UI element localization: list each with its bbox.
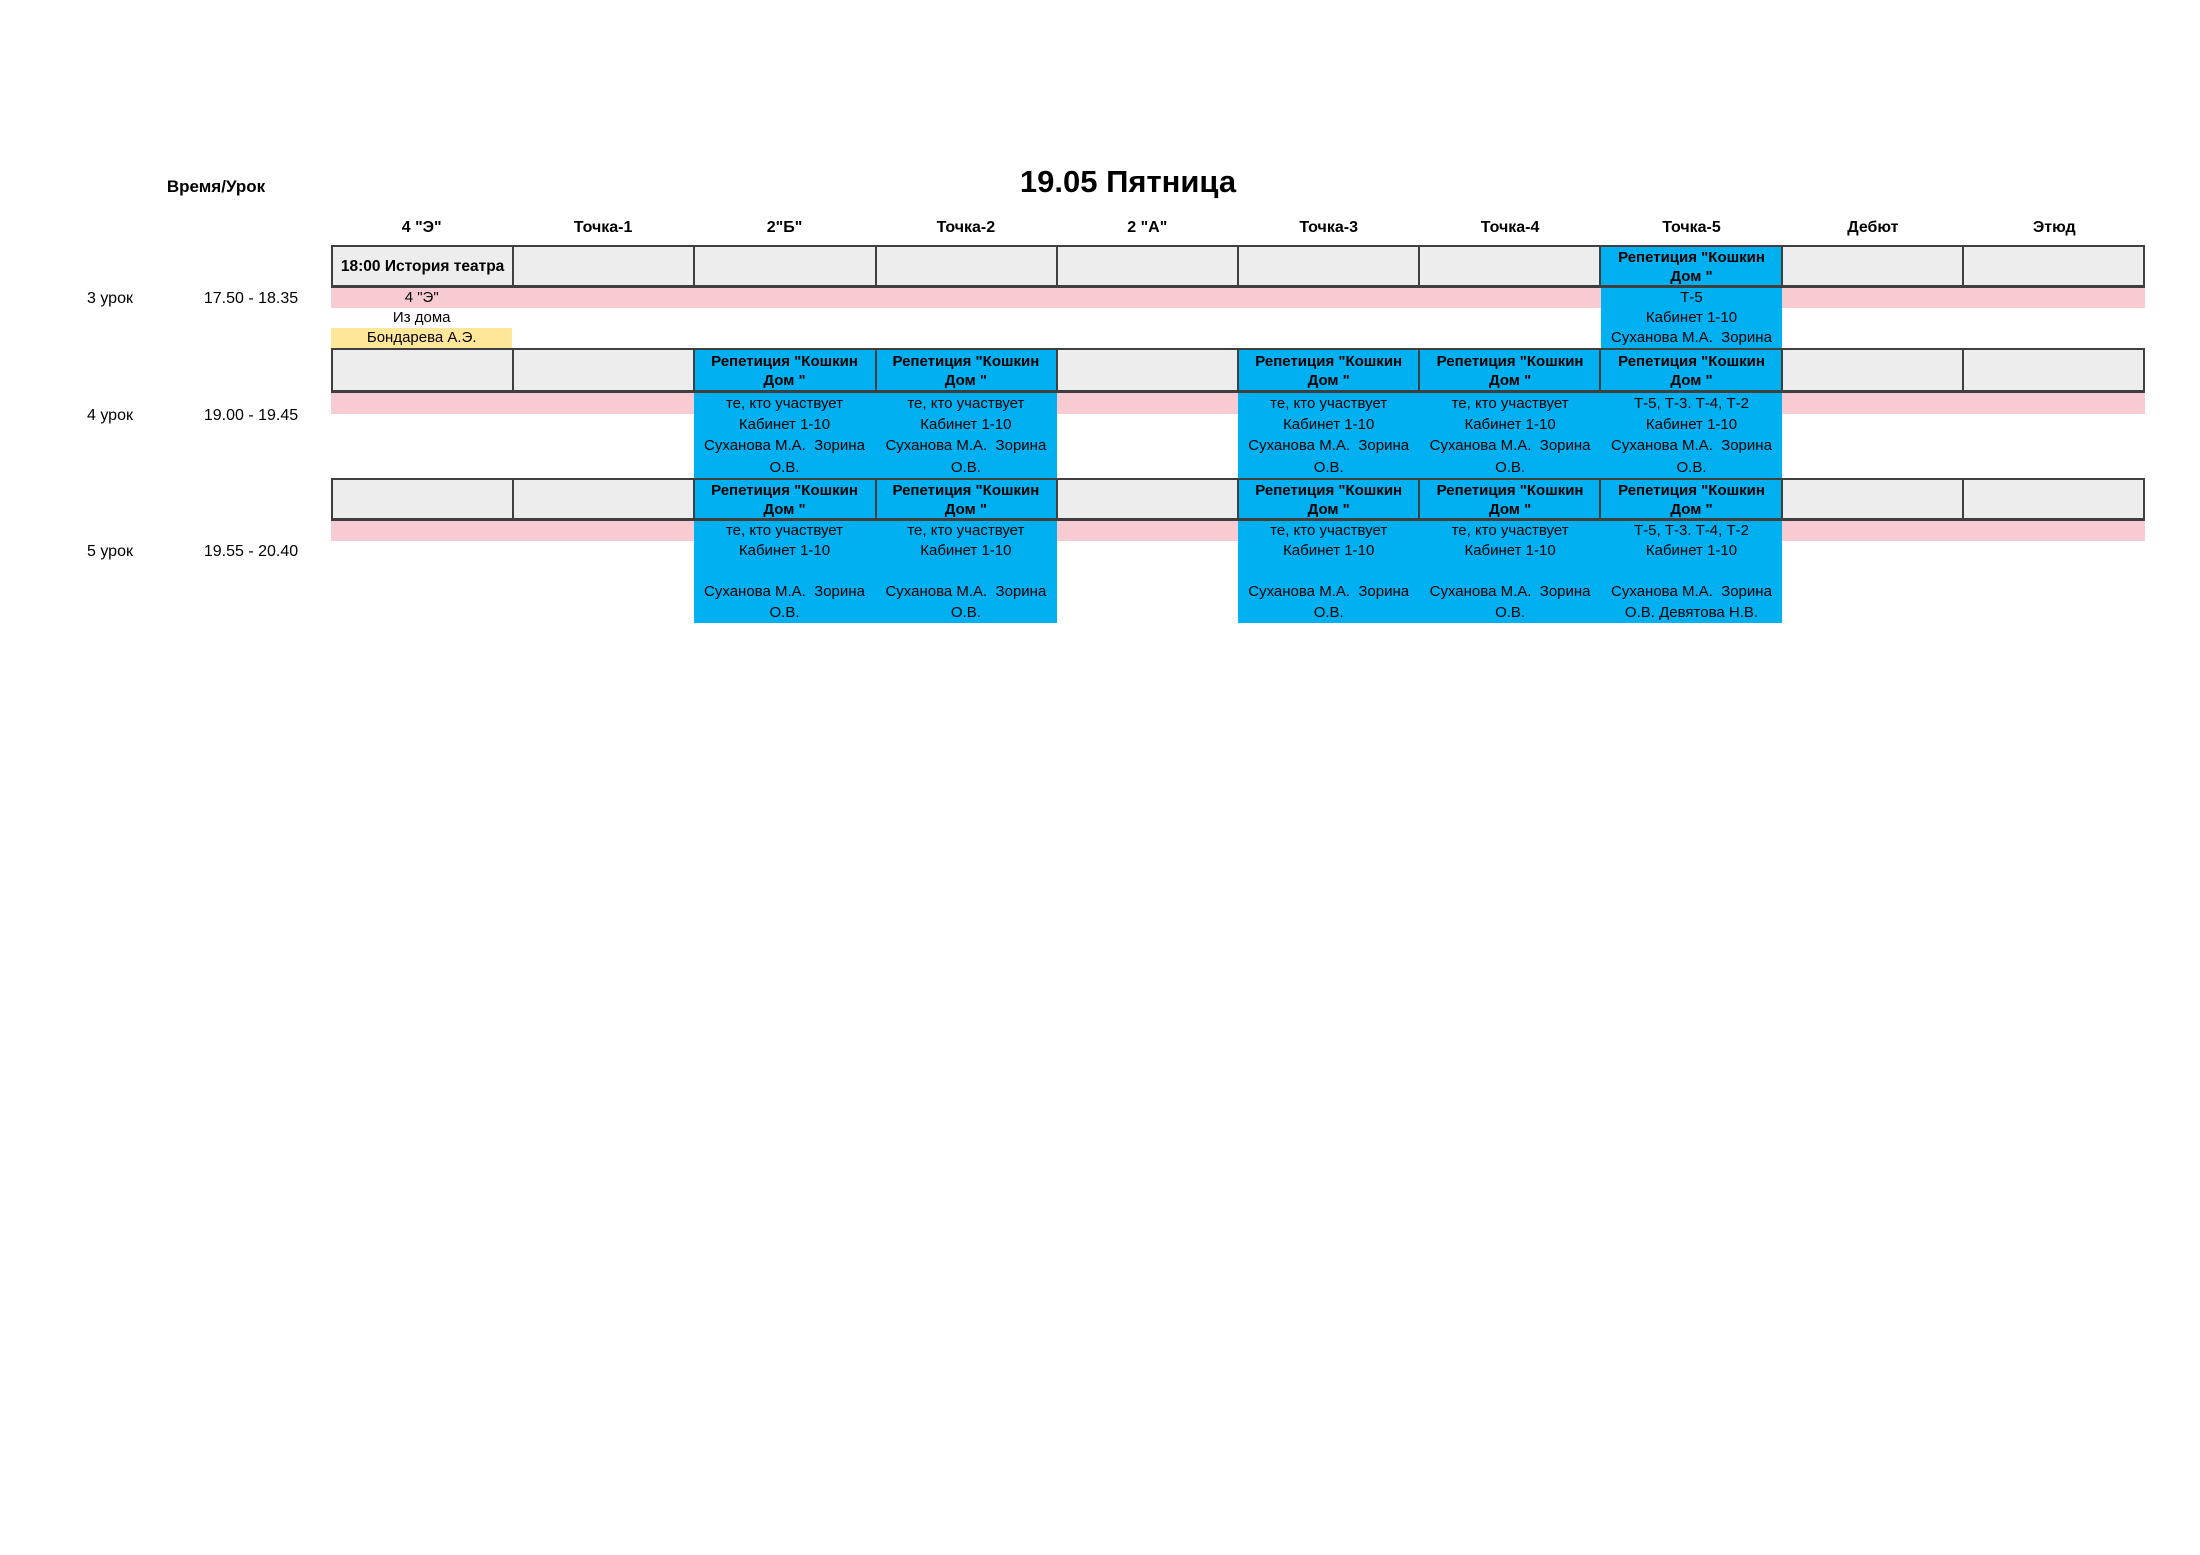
event-line: Кабинет 1-10 xyxy=(1283,416,1375,434)
event-line: Кабинет 1-10 xyxy=(1283,542,1375,560)
grid-cell xyxy=(333,350,514,390)
column-header-10: Этюд xyxy=(2032,219,2076,236)
grid-cell xyxy=(1058,247,1239,285)
event-line: Суханова М.А. Зорина О.В. xyxy=(885,583,1051,621)
grid-cell xyxy=(1058,480,1239,518)
event-line: те, кто участвует xyxy=(725,395,844,412)
grid-cell xyxy=(1783,350,1964,390)
grid-cell xyxy=(1239,247,1420,285)
time-band xyxy=(331,288,2145,308)
lesson-label: 5 урок xyxy=(87,543,133,560)
lesson-label: 4 урок xyxy=(87,407,133,424)
event-line: те, кто участвует xyxy=(725,522,844,539)
column-header-7: Точка-4 xyxy=(1480,219,1540,236)
event-line: Кабинет 1-10 xyxy=(1645,416,1738,434)
column-header-4: Точка-2 xyxy=(936,219,996,236)
event-title: Репетиция "Кошкин Дом " xyxy=(711,352,858,389)
column-header-6: Точка-3 xyxy=(1299,219,1358,236)
event-title: Репетиция "Кошкин Дом " xyxy=(892,352,1040,389)
grid-cell xyxy=(514,480,695,518)
event-line xyxy=(1238,562,1419,582)
event-line: Суханова М.А. Зорина О.В. xyxy=(1611,437,1777,476)
column-header-9: Дебют xyxy=(1847,219,1899,236)
grid-cell xyxy=(1964,350,2143,390)
cell-line: 4 "Э" xyxy=(404,289,439,306)
event-title: Репетиция "Кошкин Дом " xyxy=(1618,352,1765,389)
event-title: Репетиция "Кошкин Дом " xyxy=(711,481,858,518)
grid-cell xyxy=(695,480,876,518)
grid-cell xyxy=(1964,480,2143,518)
event-line: те, кто участвует xyxy=(1270,395,1388,412)
event-line: те, кто участвует xyxy=(907,522,1025,539)
grid-cell xyxy=(1601,350,1782,390)
event-title: Репетиция "Кошкин Дом " xyxy=(1436,481,1584,518)
grid-cell xyxy=(1420,480,1601,518)
lesson-label: 3 урок xyxy=(87,290,133,307)
grid-cell xyxy=(1239,350,1420,390)
event-line: Кабинет 1-10 xyxy=(1645,542,1738,560)
event-line: Суханова М.А. Зорина xyxy=(1611,329,1772,346)
event-title: Репетиция "Кошкин Дом " xyxy=(1618,248,1765,285)
event-line: те, кто участвует xyxy=(1270,522,1388,539)
column-header-1: 4 "Э" xyxy=(401,219,442,236)
event-title: Репетиция "Кошкин Дом " xyxy=(1436,352,1584,389)
event-line: Кабинет 1-10 xyxy=(738,416,831,434)
cell-line: Из дома xyxy=(392,309,451,326)
event-line: Кабинет 1-10 xyxy=(920,416,1012,434)
event-title: Репетиция "Кошкин Дом " xyxy=(1255,481,1403,518)
grid-cell xyxy=(1601,480,1782,518)
grid-cell xyxy=(695,247,876,285)
event-line xyxy=(875,562,1056,582)
grid-cell: 18:00 История театра xyxy=(333,247,514,285)
event-line: Суханова М.А. Зорина О.В. Девятова Н.В. xyxy=(1611,583,1777,621)
column-header-3: 2"Б" xyxy=(766,219,803,236)
corner-label: Время/Урок xyxy=(166,177,266,196)
event-line: Кабинет 1-10 xyxy=(1464,416,1556,434)
time-label: 19.55 - 20.40 xyxy=(203,543,299,560)
grid-cell xyxy=(877,247,1058,285)
grid-cell xyxy=(1239,480,1420,518)
grid-cell xyxy=(1783,480,1964,518)
grid-cell xyxy=(1420,350,1601,390)
event-line xyxy=(1601,562,1782,582)
event-line xyxy=(694,562,875,582)
event-line: те, кто участвует xyxy=(907,395,1025,412)
grid-cell xyxy=(877,350,1058,390)
grid-row xyxy=(331,245,2145,288)
grid-row xyxy=(331,478,2145,521)
grid-cell xyxy=(1601,247,1782,285)
event-line: Суханова М.А. Зорина О.В. xyxy=(1248,437,1414,476)
grid-cell xyxy=(695,350,876,390)
grid-cell xyxy=(1964,247,2143,285)
page-title: 19.05 Пятница xyxy=(1019,164,1237,199)
event-title: Репетиция "Кошкин Дом " xyxy=(1255,352,1403,389)
event-line: Суханова М.А. Зорина О.В. xyxy=(704,583,870,621)
event-line: Кабинет 1-10 xyxy=(1464,542,1556,560)
time-label: 19.00 - 19.45 xyxy=(203,407,299,424)
grid-cell xyxy=(514,350,695,390)
event-line: Суханова М.А. Зорина О.В. xyxy=(1429,583,1595,621)
grid-cell xyxy=(1420,247,1601,285)
grid-cell xyxy=(514,247,695,285)
event-title: Репетиция "Кошкин Дом " xyxy=(892,481,1040,518)
event-title: Репетиция "Кошкин Дом " xyxy=(1618,481,1765,518)
grid-cell xyxy=(1783,247,1964,285)
event-line: Суханова М.А. Зорина О.В. xyxy=(1248,583,1414,621)
cell-lines xyxy=(331,288,512,348)
event-line xyxy=(1419,562,1600,582)
event-line: те, кто участвует xyxy=(1451,395,1569,412)
event-line: Кабинет 1-10 xyxy=(1645,309,1738,326)
highlighted-cell: Бондарева А.Э. xyxy=(331,328,512,348)
event-line: те, кто участвует xyxy=(1451,522,1569,539)
grid-cell xyxy=(333,480,514,518)
grid-cell xyxy=(877,480,1058,518)
column-header-2: Точка-1 xyxy=(573,219,633,236)
event-line: Кабинет 1-10 xyxy=(738,542,831,560)
event-line: Кабинет 1-10 xyxy=(920,542,1012,560)
column-header-5: 2 "А" xyxy=(1127,219,1168,236)
grid-cell xyxy=(1058,350,1239,390)
grid-row xyxy=(331,348,2145,393)
event-line: Суханова М.А. Зорина О.В. xyxy=(704,437,870,476)
event-line: Т-5 xyxy=(1680,289,1703,306)
event-line: Т-5, Т-3. Т-4, Т-2 xyxy=(1633,522,1749,539)
column-header-8: Точка-5 xyxy=(1662,219,1721,236)
event-line: Суханова М.А. Зорина О.В. xyxy=(885,437,1051,476)
time-label: 17.50 - 18.35 xyxy=(203,290,299,307)
event-line: Т-5, Т-3. Т-4, Т-2 xyxy=(1633,395,1749,412)
event-line: Суханова М.А. Зорина О.В. xyxy=(1429,437,1595,476)
